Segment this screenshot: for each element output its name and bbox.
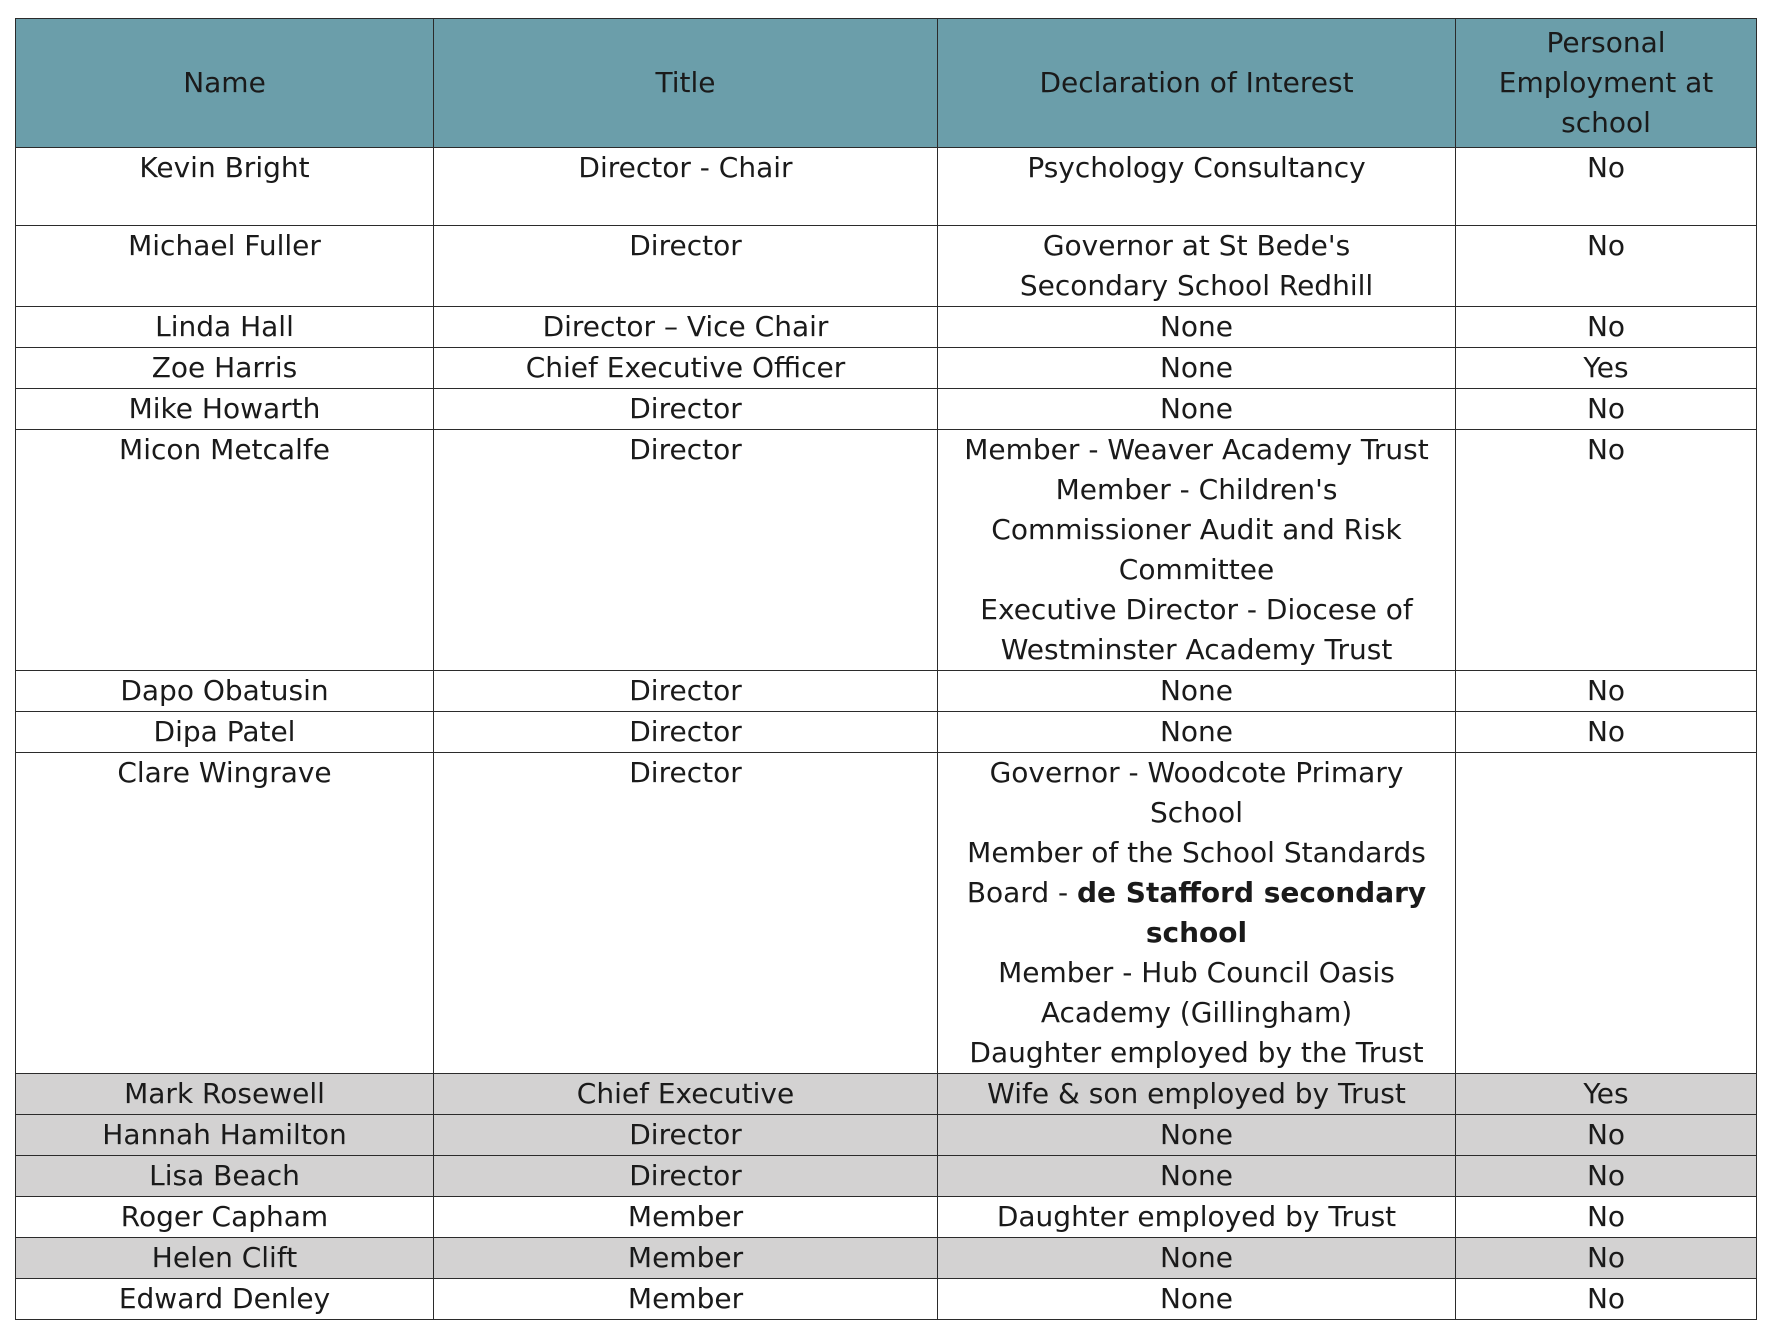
- cell-employment: No: [1456, 712, 1757, 753]
- header-row: [16, 19, 1757, 148]
- cell-declaration: None: [938, 671, 1456, 712]
- table-row: [16, 671, 1757, 712]
- cell-employment: No: [1456, 430, 1757, 671]
- cell-name: Lisa Beach: [16, 1156, 434, 1197]
- cell-declaration: None: [938, 307, 1456, 348]
- cell-title: Member: [434, 1197, 938, 1238]
- table-row: [16, 1279, 1757, 1320]
- cell-name: Helen Clift: [16, 1238, 434, 1279]
- cell-title: Member: [434, 1279, 938, 1320]
- cell-employment: No: [1456, 148, 1757, 226]
- cell-name: Mark Rosewell: [16, 1074, 434, 1115]
- cell-declaration: Wife & son employed by Trust: [938, 1074, 1456, 1115]
- cell-employment: No: [1456, 389, 1757, 430]
- cell-name: Zoe Harris: [16, 348, 434, 389]
- cell-employment: No: [1456, 1197, 1757, 1238]
- cell-declaration: None: [938, 1156, 1456, 1197]
- cell-title: Director: [434, 671, 938, 712]
- cell-title: Member: [434, 1238, 938, 1279]
- cell-title: Chief Executive Officer: [434, 348, 938, 389]
- cell-declaration: Psychology Consultancy: [938, 148, 1456, 226]
- cell-employment: No: [1456, 1279, 1757, 1320]
- cell-title: Director: [434, 1115, 938, 1156]
- cell-name: Linda Hall: [16, 307, 434, 348]
- cell-name: Kevin Bright: [16, 148, 434, 226]
- table-row: [16, 1197, 1757, 1238]
- cell-title: Director: [434, 712, 938, 753]
- cell-title: Director – Vice Chair: [434, 307, 938, 348]
- table-row: [16, 430, 1757, 671]
- table-row: [16, 712, 1757, 753]
- header-declaration: Declaration of Interest: [938, 19, 1456, 148]
- cell-employment: No: [1456, 1238, 1757, 1279]
- cell-employment: [1456, 753, 1757, 1074]
- cell-title: Director: [434, 389, 938, 430]
- cell-employment: Yes: [1456, 348, 1757, 389]
- header-title: Title: [434, 19, 938, 148]
- declarations-table: [15, 18, 1757, 1320]
- header-name: Name: [16, 19, 434, 148]
- cell-declaration: Governor - Woodcote Primary School Member of the School Standards Board - de Stafford secondary school Member - Hub Council Oasis Academy (Gillingham) Daughter employed by the Trust: [938, 753, 1456, 1074]
- cell-declaration: None: [938, 1115, 1456, 1156]
- cell-title: Director: [434, 753, 938, 1074]
- cell-employment: Yes: [1456, 1074, 1757, 1115]
- table-row: [16, 148, 1757, 226]
- cell-declaration: None: [938, 712, 1456, 753]
- cell-name: Dipa Patel: [16, 712, 434, 753]
- cell-declaration: Daughter employed by Trust: [938, 1197, 1456, 1238]
- table-row: [16, 1238, 1757, 1279]
- cell-name: Clare Wingrave: [16, 753, 434, 1074]
- cell-declaration: Member - Weaver Academy Trust Member - Children's Commissioner Audit and Risk Committee Executive Director - Diocese of Westminster Academy Trust: [938, 430, 1456, 671]
- cell-employment: No: [1456, 226, 1757, 307]
- cell-declaration: None: [938, 1238, 1456, 1279]
- cell-declaration: None: [938, 389, 1456, 430]
- cell-title: Director: [434, 430, 938, 671]
- table-row: [16, 389, 1757, 430]
- table-row: [16, 1156, 1757, 1197]
- table-row: [16, 753, 1757, 1074]
- cell-name: Mike Howarth: [16, 389, 434, 430]
- cell-declaration: None: [938, 348, 1456, 389]
- table-row: [16, 226, 1757, 307]
- table-row: [16, 307, 1757, 348]
- cell-name: Dapo Obatusin: [16, 671, 434, 712]
- cell-name: Edward Denley: [16, 1279, 434, 1320]
- cell-name: Roger Capham: [16, 1197, 434, 1238]
- cell-employment: No: [1456, 1115, 1757, 1156]
- cell-employment: No: [1456, 307, 1757, 348]
- table-row: [16, 348, 1757, 389]
- cell-employment: No: [1456, 671, 1757, 712]
- cell-name: Hannah Hamilton: [16, 1115, 434, 1156]
- cell-title: Director: [434, 1156, 938, 1197]
- cell-name: Micon Metcalfe: [16, 430, 434, 671]
- table-row: [16, 1115, 1757, 1156]
- cell-name: Michael Fuller: [16, 226, 434, 307]
- cell-declaration: Governor at St Bede's Secondary School Redhill: [938, 226, 1456, 307]
- cell-employment: No: [1456, 1156, 1757, 1197]
- cell-title: Chief Executive: [434, 1074, 938, 1115]
- table-row: [16, 1074, 1757, 1115]
- cell-declaration: None: [938, 1279, 1456, 1320]
- header-employment: Personal Employment at school: [1456, 19, 1757, 148]
- cell-title: Director: [434, 226, 938, 307]
- cell-title: Director - Chair: [434, 148, 938, 226]
